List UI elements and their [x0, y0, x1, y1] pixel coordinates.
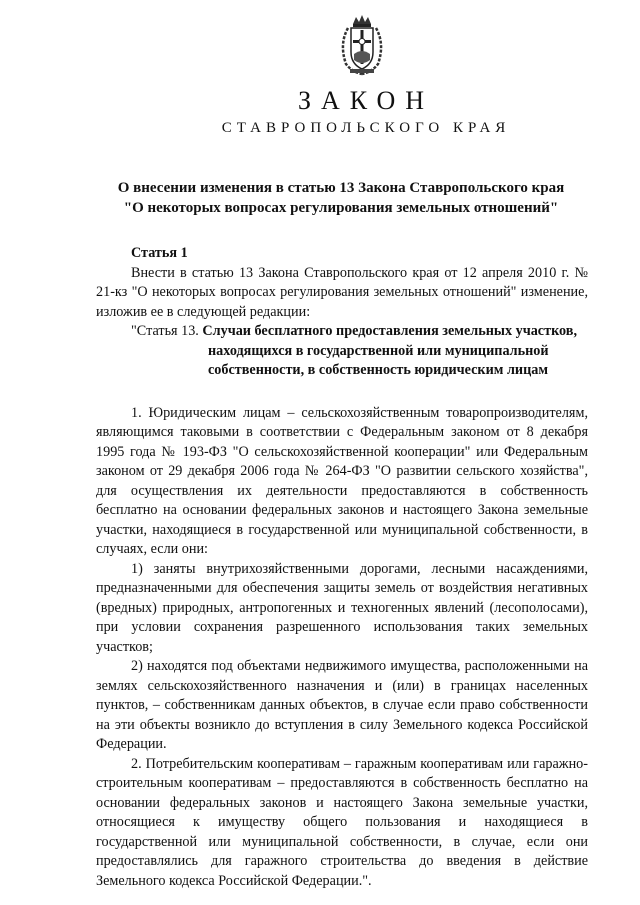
paragraph-1-item-1: 1) заняты внутрихозяйственными дорогами, лесными насаждениями, предназначенными для обеспечения защиты земель от воздействия негативных (вредных) природных, антропогенных и техногенных явлений (лесополосами), при условии сохранения разрешенного использования таких земельных участков; [96, 560, 588, 655]
law-title-line-2: "О некоторых вопросах регулирования земельных отношений" [123, 200, 559, 216]
article-heading: Статья 1 [131, 245, 188, 261]
paragraph-2: 2. Потребительским кооперативам – гаражным кооперативам или гаражно-строительным кооперативам – предоставляются в собственность бесплатно на основании федеральных законов и настоящего Закона земельные участки, относящиеся к имуществу общего пользования и находящиеся в государственной или муниципальной собственности, в случае, если они предоставлялись для гаражного строительства до введения в действие Земельного кодекса Российской Федерации.". [96, 755, 588, 889]
quoted-article-title [96, 322, 588, 342]
quoted-article-title-1: Случаи бесплатного предоставления земельных участков, [202, 323, 578, 339]
law-title-line-1: О внесении изменения в статью 13 Закона Ставропольского края [117, 180, 565, 196]
stavropol-coat-of-arms-icon [336, 14, 388, 76]
article-intro: Внести в статью 13 Закона Ставропольского края от 12 апреля 2010 г. № 21-кз "О некоторых вопросах регулирования земельных отношений" изменение, изложив ее в следующей редакции: [96, 264, 588, 320]
quoted-article-number: "Статья 13. [131, 323, 203, 339]
law-title [96, 178, 586, 218]
paragraph-1-item-2: 2) находятся под объектами недвижимого имущества, расположенными на землях сельскохозяйственного назначения и (или) в границах населенных пунктов, – собственникам данных объектов, в случае если право собственности на эти объекты возникло до вступления в силу Земельного кодекса Российской Федерации. [96, 658, 588, 752]
law-body [96, 244, 588, 891]
region-name: СТАВРОПОЛЬСКОГО КРАЯ [221, 120, 511, 136]
quoted-article-title-3: собственности, в собственность юридическим лицам [208, 362, 549, 378]
document-type: ЗАКОН [297, 86, 435, 115]
quoted-article-title-2: находящихся в государственной или муниципальной [208, 342, 549, 359]
paragraph-1: 1. Юридическим лицам – сельскохозяйственным товаропроизводителям, являющимся таковыми в соответствии с Федеральным законом от 8 декабря 1995 года № 193-ФЗ "О сельскохозяйственной кооперации" или Федеральным законом от 29 декабря 2006 года № 264-ФЗ "О развитии сельского хозяйства", для осуществления их деятельности предоставляются в собственность бесплатно на основании федеральных законов и настоящего Закона земельные участки, находящиеся в государственной или муниципальной собственности, в случаях, если они: [96, 404, 588, 557]
